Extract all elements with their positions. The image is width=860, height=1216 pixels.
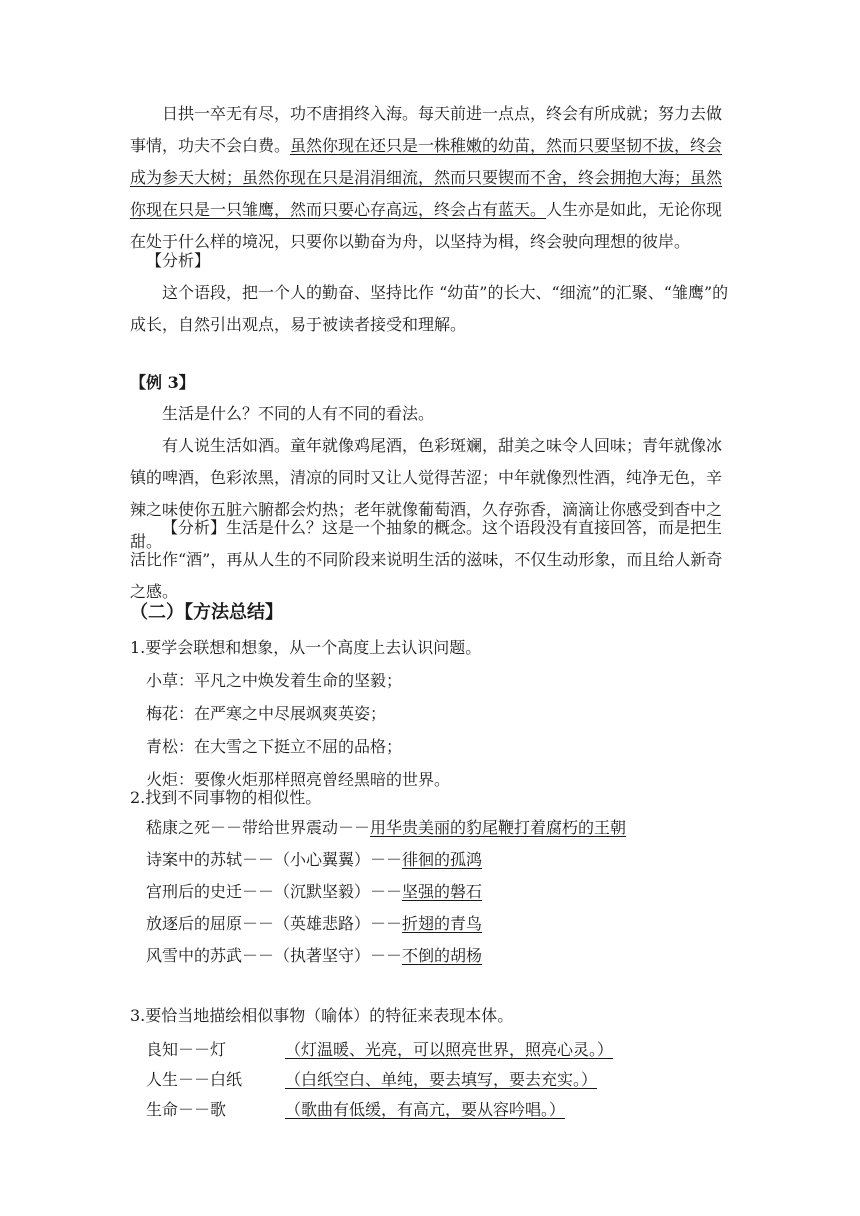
summary-item-3-2-left: 人生－－白纸: [146, 1070, 243, 1089]
summary-item-1-1: 小草：平凡之中焕发着生命的坚毅；: [146, 671, 403, 690]
summary-item-2-3-prefix: 宫刑后的史迁－－（沉默坚毅）－－: [146, 882, 403, 901]
summary-item-2-4: [146, 908, 482, 940]
example-3-analysis-text: 生活是什么？这是一个抽象的概念。这个语段没有直接回答，而是把生活比作“酒”，再从人生的不同阶段来说明生活的滋味，不仅生动形象，而且给人新奇之感。: [130, 518, 723, 601]
summary-item-2-2: [146, 844, 482, 876]
summary-item-2-4-prefix: 放逐后的屈原－－（英雄悲路）－－: [146, 914, 403, 933]
summary-item-3-1-right: （灯温暖、光亮，可以照亮世界，照亮心灵。）: [285, 1040, 614, 1059]
analysis-1-label: 【分析】: [146, 251, 211, 270]
summary-item-2-5-prefix: 风雪中的苏武－－（执著坚守）－－: [146, 946, 403, 965]
summary-item-2-5: [146, 940, 482, 972]
summary-item-3-3-left: 生命－－歌: [146, 1100, 227, 1119]
summary-item-2-1-prefix: 嵇康之死－－带给世界震动－－: [146, 818, 371, 837]
summary-item-2-5-under: 不倒的胡杨: [402, 946, 483, 965]
summary-item-2-4-under: 折翅的青鸟: [402, 914, 483, 933]
summary-item-2-1: [146, 812, 626, 844]
summary-item-1-2: 梅花：在严寒之中尽展飒爽英姿；: [146, 704, 387, 723]
summary-item-2-3-under: 坚强的磐石: [402, 882, 483, 901]
paragraph-1-underlined: 虽然你现在还只是一株稚嫩的幼苗，然而只要坚韧不拔，终会成为参天大树；虽然你现在只是涓涓细流，然而只要锲而不舍，终会拥抱大海；虽然你现在只是一只雏鹰，然而只要心存高远，终会占有蓝天。: [130, 136, 723, 219]
summary-item-1-3: 青松：在大雪之下挺立不屈的品格；: [146, 737, 403, 756]
example-3-label: 【例 3】: [130, 373, 195, 392]
summary-item-3-2-right: （白纸空白、单纯，要去填写，要去充实。）: [285, 1070, 598, 1089]
summary-item-1-4: 火炬：要像火炬那样照亮曾经黑暗的世界。: [146, 770, 451, 789]
summary-item-3-3-right: （歌曲有低缓，有高亢，要从容吟唱。）: [285, 1100, 566, 1119]
example-3-analysis: [130, 512, 730, 608]
summary-point-2: 2.找到不同事物的相似性。: [130, 788, 322, 807]
summary-point-3: 3.要恰当地描绘相似事物（喻体）的特征来表现本体。: [130, 1006, 514, 1025]
paragraph-1-lead: 日拱一卒无有尽，功不唐捐终入海。每天前进一点点，终会有所成就；努力去做事情，功夫不会白费。: [130, 104, 723, 155]
section-title: （二）【方法总结】: [130, 602, 283, 623]
summary-item-3-1-left: 良知－－灯: [146, 1040, 227, 1059]
summary-item-2-3: [146, 876, 482, 908]
example-3-line-2: 有人说生活如酒。童年就像鸡尾酒，色彩斑斓，甜美之味令人回味；青年就像冰镇的啤酒，色彩浓黑，清凉的同时又让人觉得苦涩；中年就像烈性酒，纯净无色，辛辣之味使你五脏六腑都会灼热；老年就像葡萄酒，久存弥香，滴滴让你感受到杳中之甜。: [130, 436, 723, 551]
example-3-analysis-label: 【分析】: [162, 518, 227, 537]
example-3-line-1: 生活是什么？不同的人有不同的看法。: [162, 404, 435, 423]
paragraph-1-tail: 人生亦是如此，无论你现在处于什么样的境况，只要你以勤奋为舟，以坚持为楫，终会驶向理想的彼岸。: [130, 200, 723, 251]
summary-point-1: 1.要学会联想和想象，从一个高度上去认识问题。: [130, 638, 482, 657]
summary-item-2-2-prefix: 诗案中的苏轼－－（小心翼翼）－－: [146, 850, 403, 869]
analysis-1-text: 这个语段，把一个人的勤奋、坚持比作 “幼苗”的长大、“细流”的汇聚、“雏鹰”的成长，自然引出观点，易于被读者接受和理解。: [130, 283, 729, 334]
summary-item-2-1-under: 用华贵美丽的豹尾鞭打着腐朽的王朝: [370, 818, 627, 837]
summary-item-2-2-under: 徘徊的孤鸿: [402, 850, 483, 869]
paragraph-1: [130, 98, 730, 258]
